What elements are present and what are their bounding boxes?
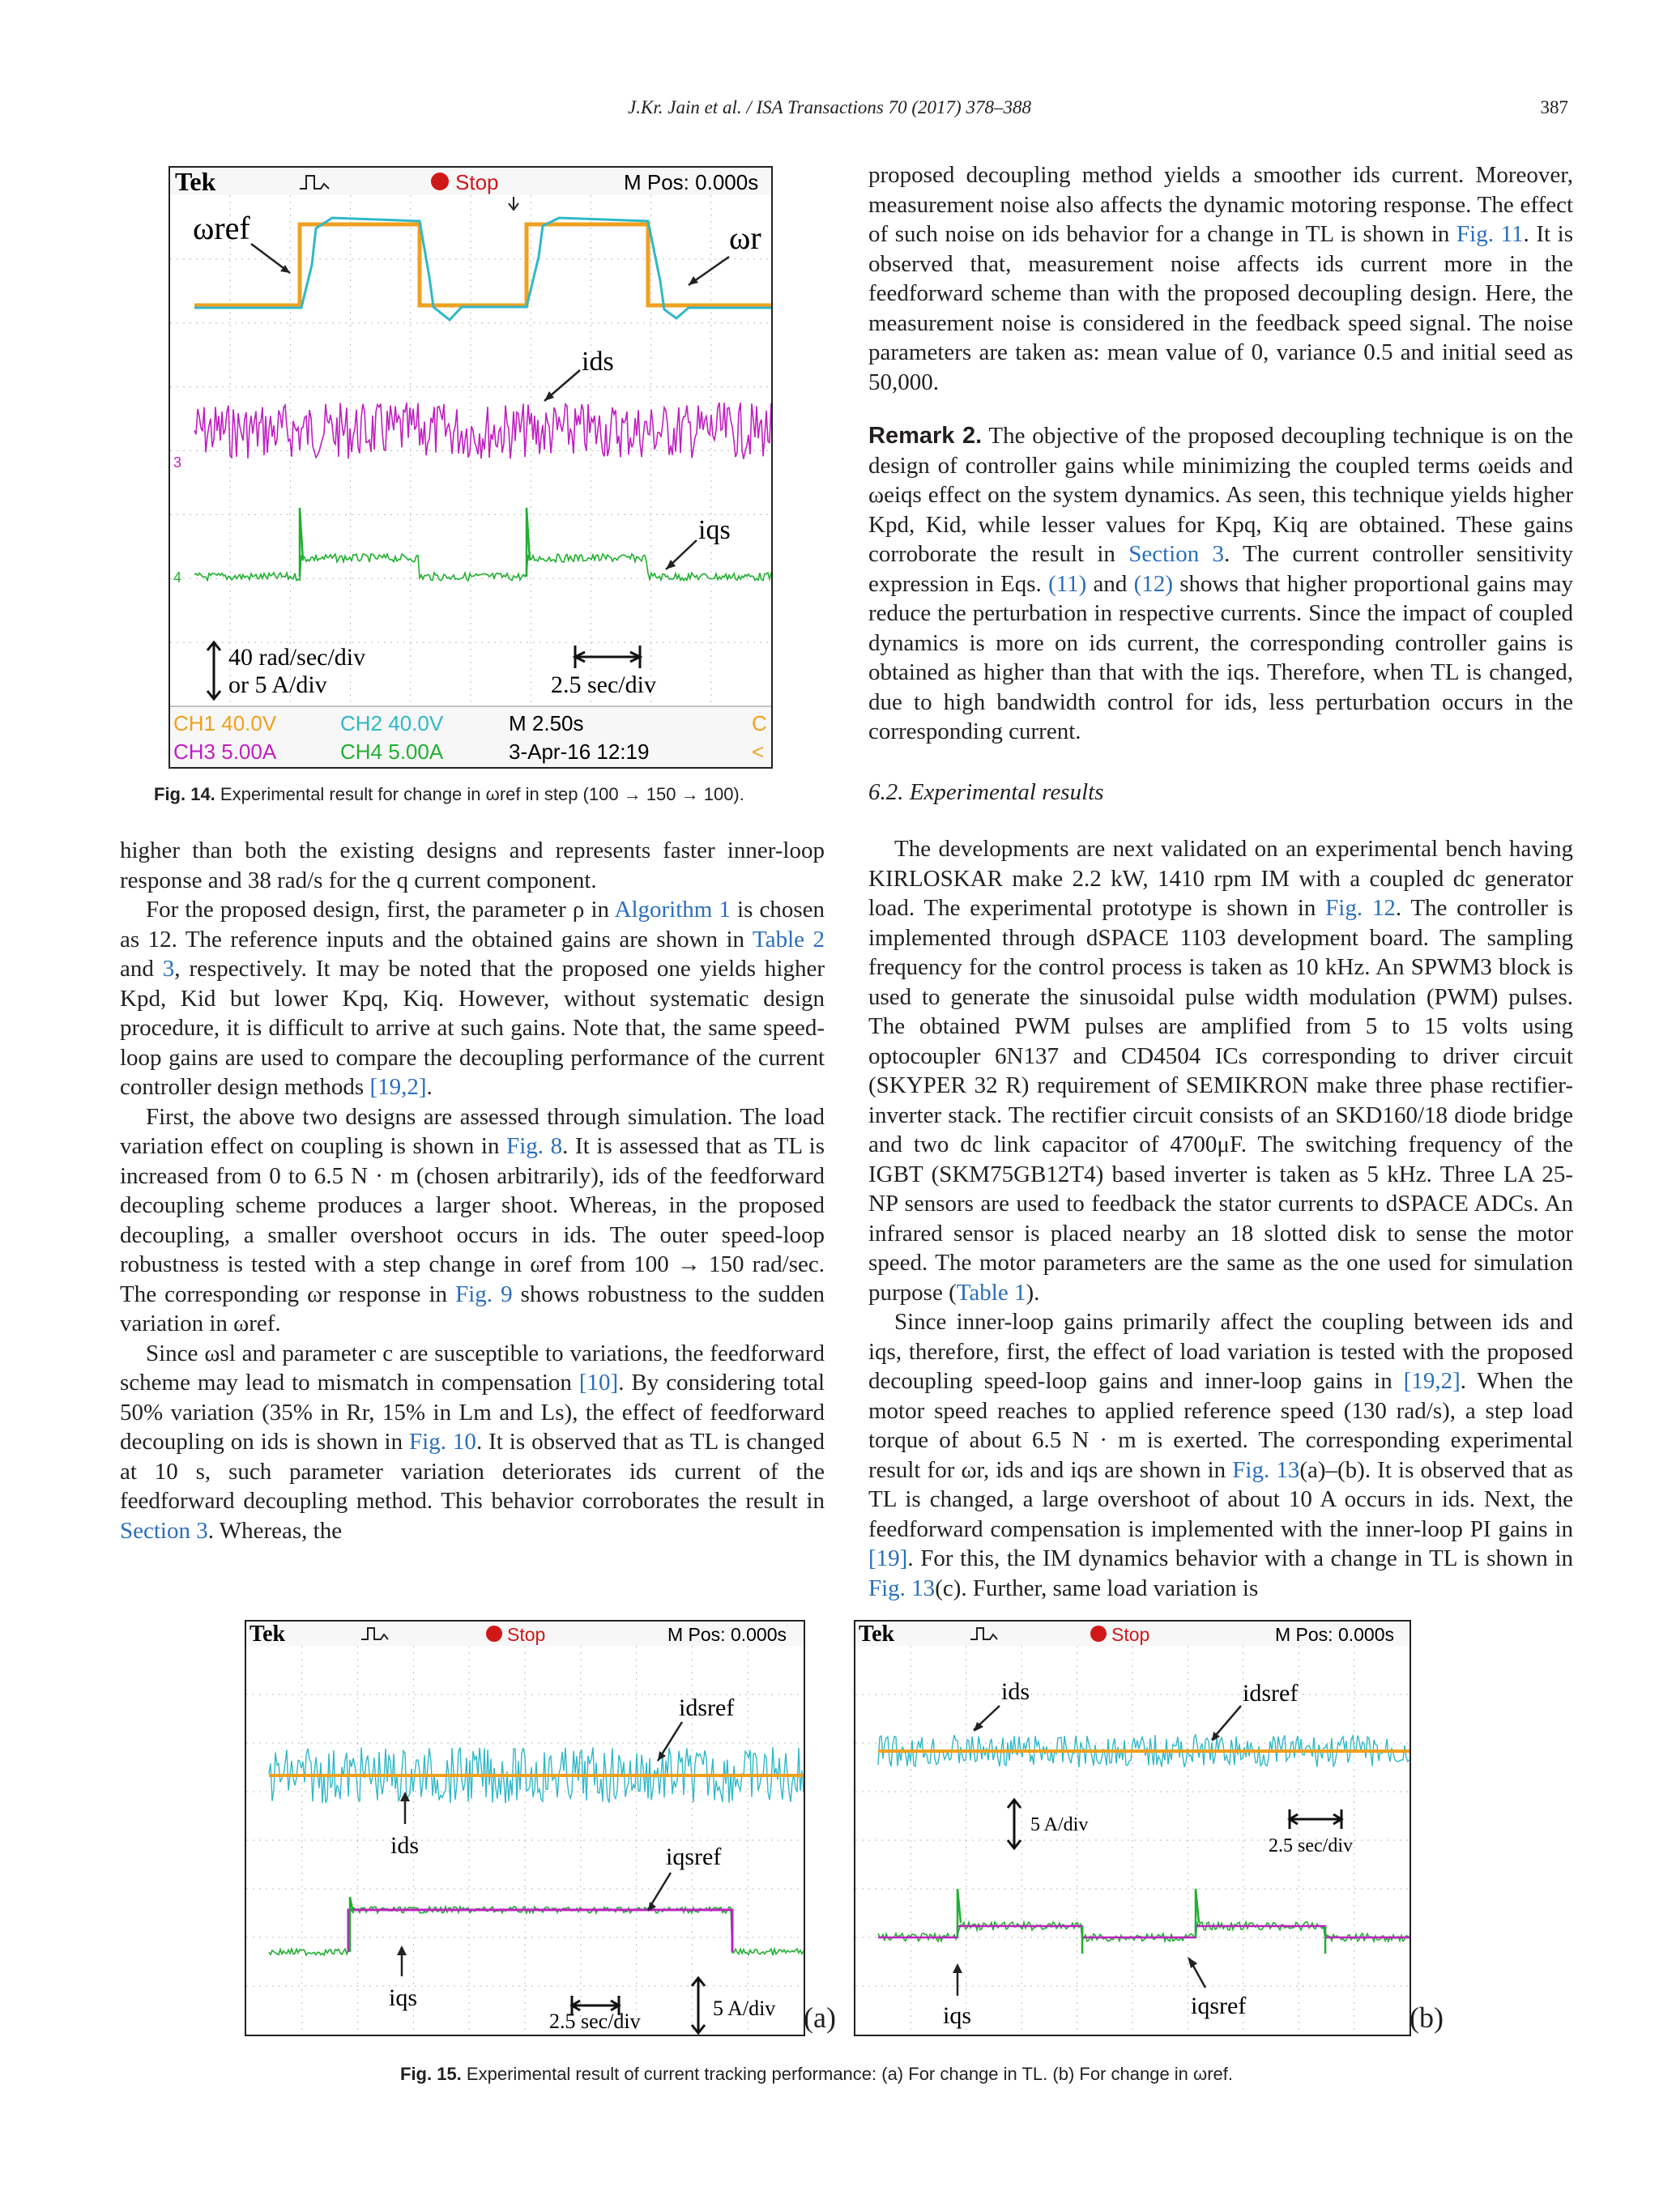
text-run: . By considering total 50% variation (35% in Rr, 15% in Lm and Ls), the effect of feedforward decoupling on ids is shown in xyxy=(120,1370,825,1455)
wref-trace xyxy=(194,224,771,305)
link-eq-11[interactable]: (11) xyxy=(1048,570,1087,597)
text-run: . It is observed that, measurement noise affects ids current more in the feedforward scheme than with the proposed decoupling design. Here, the measurement noise is considered in the feedback speed signal. The noise parameters are taken as: mean value of 0, variance 0.5 and initial seed as 50,000. xyxy=(868,221,1574,395)
fig15a-mpos: M Pos: 0.000s xyxy=(667,1624,787,1645)
fig14-ch1: CH1 40.0V xyxy=(173,711,277,735)
left-para-4 xyxy=(120,1339,825,1546)
section-heading: 6.2. Experimental results xyxy=(868,778,1104,805)
iqs-trace xyxy=(269,1897,804,1955)
iqs-trace xyxy=(194,508,771,581)
running-header xyxy=(0,97,1659,130)
right-column xyxy=(868,160,1573,1603)
fig14-m: M 2.50s xyxy=(509,711,584,735)
journal-citation: J.Kr. Jain et al. / ISA Transactions 70 (2017) 378–388 xyxy=(628,97,1031,117)
text-run: Since ωsl and parameter c are susceptible to variations, the feedforward scheme may lead to mismatch in compensation xyxy=(120,1340,825,1396)
fig14-ch3: CH3 5.00A xyxy=(173,739,277,764)
link-ref-19-2b[interactable]: [19,2] xyxy=(1403,1368,1461,1394)
text-run: For the proposed design, first, the parameter ρ in xyxy=(146,897,615,923)
left-column xyxy=(120,836,825,1545)
text-run: The objective of the proposed decoupling technique is on the design of controller gains while minimizing the coupled terms ωeids and ωeiqs effect on the system dynamics. As seen, this technique yields higher Kpd, Kid, while lesser values for Kpq, Kiq are obtained. These gains corroborate the result in xyxy=(868,423,1573,567)
right-para-4 xyxy=(868,1307,1573,1603)
text-run: . For this, the IM dynamics behavior with a change in TL is shown in xyxy=(907,1545,1573,1571)
fig14-ids-label: ids xyxy=(582,347,614,377)
fig15a-oscilloscope xyxy=(245,1620,805,2036)
left-para-1: higher than both the existing designs and represents faster inner-loop response and 38 rad/s for the q current component. xyxy=(120,837,825,893)
link-fig-12[interactable]: Fig. 12 xyxy=(1325,895,1396,921)
fig15b-iqs-label: iqs xyxy=(943,2002,972,2029)
remark-label: Remark 2. xyxy=(868,423,983,449)
fig15b-status: Stop xyxy=(1111,1624,1150,1645)
fig15b-tag: (b) xyxy=(1410,2001,1444,2034)
left-para-2 xyxy=(120,895,825,1102)
fig14-wref-label: ωref xyxy=(193,210,250,246)
svg-text:4: 4 xyxy=(173,569,182,586)
text-run: and xyxy=(1086,570,1134,597)
fig15a-brand: Tek xyxy=(249,1622,286,1647)
trigger-arrow-icon xyxy=(509,197,518,210)
text-run: . It is observed that as TL is changed at 10 s, such parameter variation deteriorates ids current of the feedforward decoupling method. This behavior corroborates the result in xyxy=(120,1429,825,1514)
link-table-1[interactable]: Table 1 xyxy=(956,1279,1026,1306)
fig14-scale1: 40 rad/sec/div xyxy=(228,644,366,671)
text-run: proposed decoupling method yields a smoother ids current. Moreover, measurement noise also affects the dynamic motoring response. The effect of such noise on ids behavior for a change in TL is shown in xyxy=(868,162,1573,247)
link-fig-8[interactable]: Fig. 8 xyxy=(506,1133,563,1159)
remark-2 xyxy=(868,421,1573,747)
text-run: (c). Further, same load variation is xyxy=(935,1575,1259,1601)
text-run: . The current controller sensitivity expression in Eqs. xyxy=(868,541,1574,597)
fig14-date: 3-Apr-16 12:19 xyxy=(509,739,650,764)
fig14-c: C xyxy=(752,711,767,735)
fig14-plot xyxy=(170,168,771,767)
left-para-3 xyxy=(120,1102,825,1339)
fig15b-ids-label: ids xyxy=(1001,1678,1030,1705)
fig14-wr-label: ωr xyxy=(729,219,761,256)
link-section-3[interactable]: Section 3 xyxy=(120,1517,208,1544)
fig14-oscilloscope xyxy=(168,166,773,769)
fig15b-time: 2.5 sec/div xyxy=(1269,1835,1353,1856)
text-run: (a)–(b). It is observed that as TL is changed, a large overshoot of about 10 A occurs in ids. Next, the feedforward compensation is implemented with the inner-loop PI gains in xyxy=(868,1456,1573,1542)
text-run: , respectively. It may be noted that the proposed one yields higher Kpd, Kid but lower Kpq, Kiq. However, without systematic design procedure, it is difficult to arrive at such gains. Note that, the same speed-loop gains are used to compare the decoupling performance of the current controller design methods xyxy=(120,956,825,1100)
fig15a-idsref-label: idsref xyxy=(679,1694,735,1721)
text-run: . xyxy=(426,1074,433,1100)
fig14-mpos: M Pos: 0.000s xyxy=(624,170,759,194)
text-run: . Whereas, the xyxy=(207,1517,343,1544)
fig15b-iqsref-label: iqsref xyxy=(1191,1993,1247,2019)
link-fig-13[interactable]: Fig. 13 xyxy=(1232,1456,1300,1483)
link-algorithm-1[interactable]: Algorithm 1 xyxy=(614,897,731,923)
stop-icon xyxy=(1090,1626,1107,1642)
fig15b-oscilloscope xyxy=(854,1620,1411,2036)
fig15-caption xyxy=(400,2064,1372,2085)
fig15a-iqsref-label: iqsref xyxy=(666,1843,722,1870)
link-table-3[interactable]: 3 xyxy=(162,956,175,982)
fig14-brand: Tek xyxy=(175,168,216,196)
right-para-1 xyxy=(868,160,1573,397)
fig15a-status: Stop xyxy=(507,1624,546,1645)
fig15a-ids-label: ids xyxy=(390,1832,420,1859)
fig14-lt: < xyxy=(752,739,765,764)
text-run: . When the motor speed reaches to applied reference speed (130 rad/s), a step load torque of about 6.5 N · m is exerted. The corresponding experimental result for ωr, ids and iqs are shown in xyxy=(868,1368,1573,1483)
fig15-caption-label: Fig. 15. xyxy=(400,2064,462,2084)
fig15b-idsref-label: idsref xyxy=(1243,1680,1299,1707)
fig15b-brand: Tek xyxy=(859,1622,895,1647)
fig14-caption-text: Experimental result for change in ωref in step (100 → 150 → 100). xyxy=(220,784,744,804)
fig15a-iqs-label: iqs xyxy=(389,1984,418,2011)
fig15a-scale: 5 A/div xyxy=(713,1997,776,2020)
text-run: ). xyxy=(1026,1279,1040,1306)
link-fig-9[interactable]: Fig. 9 xyxy=(455,1281,513,1307)
link-fig-10[interactable]: Fig. 10 xyxy=(409,1429,476,1455)
link-fig-11[interactable]: Fig. 11 xyxy=(1456,221,1524,247)
page-number: 387 xyxy=(1540,97,1568,117)
fig14-time: 2.5 sec/div xyxy=(551,671,656,698)
link-fig-13c[interactable]: Fig. 13 xyxy=(868,1575,936,1601)
text-run: Since inner-loop gains primarily affect the coupling between ids and iqs, therefore, first, the effect of load variation is tested with the proposed decoupling speed-loop gains and inner-loop gains in xyxy=(868,1309,1573,1394)
fig15a-tag: (a) xyxy=(804,2001,836,2034)
fig15b-mpos: M Pos: 0.000s xyxy=(1275,1624,1395,1645)
stop-icon xyxy=(486,1626,502,1642)
fig15b-plot xyxy=(855,1622,1410,2035)
fig14-ch4: CH4 5.00A xyxy=(340,739,444,764)
text-run: . The controller is implemented through dSPACE 1103 development board. The sampling frequency for the control process is taken as 10 kHz. An SPWM3 block is used to generate the sinusoidal pulse width modulation (PWM) pulses. The obtained PWM pulses are amplified from 5 to 15 volts using optocoupler 6N137 and CD4504 ICs corresponding to driver circuit (SKYPER 32 R) requirement of SEMIKRON make three phase rectifier- inverter stack. The rectifier circuit consists of an SKD160/18 diode bridge and two dc link capacitor of 4700μF. The switching frequency of the IGBT (SKM75GB12T4) based inverter is taken as 5 kHz. Three LA 25-NP sensors are used to feedback the stator currents to dSPACE ADCs. An infrared sensor is placed nearby an 18 slotted disk to sense the motor speed. The motor parameters are the same as the one used for simulation purpose ( xyxy=(868,895,1574,1306)
iqs-trace xyxy=(878,1889,1410,1954)
fig14-iqs-label: iqs xyxy=(698,515,731,545)
text-run: . It is assessed that as TL is increased from 0 to 6.5 N · m (chosen arbitrarily), ids of the feedforward decoupling scheme produces a larger shoot. Whereas, in the proposed decoupling, a smaller overshoot occurs in ids. The outer speed-loop robustness is tested with a step change in ωref from 100 → 150 rad/sec. The corresponding ωr response in xyxy=(120,1133,825,1307)
link-ref-19[interactable]: [19] xyxy=(868,1545,908,1571)
fig15a-plot xyxy=(246,1622,804,2035)
link-ref-10[interactable]: [10] xyxy=(578,1370,619,1396)
fig14-scale2: or 5 A/div xyxy=(228,671,327,698)
text-run: The developments are next validated on an experimental bench having KIRLOSKAR make 2.2 kW, 1410 rpm IM with a coupled dc generator load. The experimental prototype is shown in xyxy=(868,836,1573,921)
fig14-ch2: CH2 40.0V xyxy=(340,711,444,735)
text-run: shows robustness to the sudden variation in ωref. xyxy=(120,1281,825,1336)
fig15a-time: 2.5 sec/div xyxy=(549,2010,641,2033)
fig14-status: Stop xyxy=(455,170,499,194)
text-run: shows that higher proportional gains may reduce the perturbation in respective currents. Since the impact of coupled dynamics is more on ids current, the corresponding controller gains is obtained as higher than that with the iqs. Therefore, when TL is changed, due to high bandwidth control for ids, less perturbation occurs in the corresponding current. xyxy=(868,570,1574,744)
link-ref-19-2[interactable]: [19,2] xyxy=(369,1074,427,1100)
text-run: and xyxy=(120,956,163,982)
text-run: is chosen as 12. The reference inputs and the obtained gains are shown in xyxy=(120,897,825,953)
fig15b-scale: 5 A/div xyxy=(1030,1814,1089,1835)
fig15-caption-text: Experimental result of current tracking performance: (a) For change in TL. (b) For change in ωref. xyxy=(466,2064,1233,2084)
svg-text:3: 3 xyxy=(173,454,182,471)
stop-icon xyxy=(431,173,449,190)
text-run: First, the above two designs are assessed through simulation. The load variation effect on coupling is shown in xyxy=(120,1103,825,1159)
fig14-caption-label: Fig. 14. xyxy=(154,784,215,804)
link-table-2[interactable]: Table 2 xyxy=(753,926,825,953)
link-eq-12[interactable]: (12) xyxy=(1133,570,1173,597)
right-para-3 xyxy=(868,834,1573,1307)
link-section-3b[interactable]: Section 3 xyxy=(1128,541,1224,567)
fig14-caption xyxy=(154,784,802,805)
